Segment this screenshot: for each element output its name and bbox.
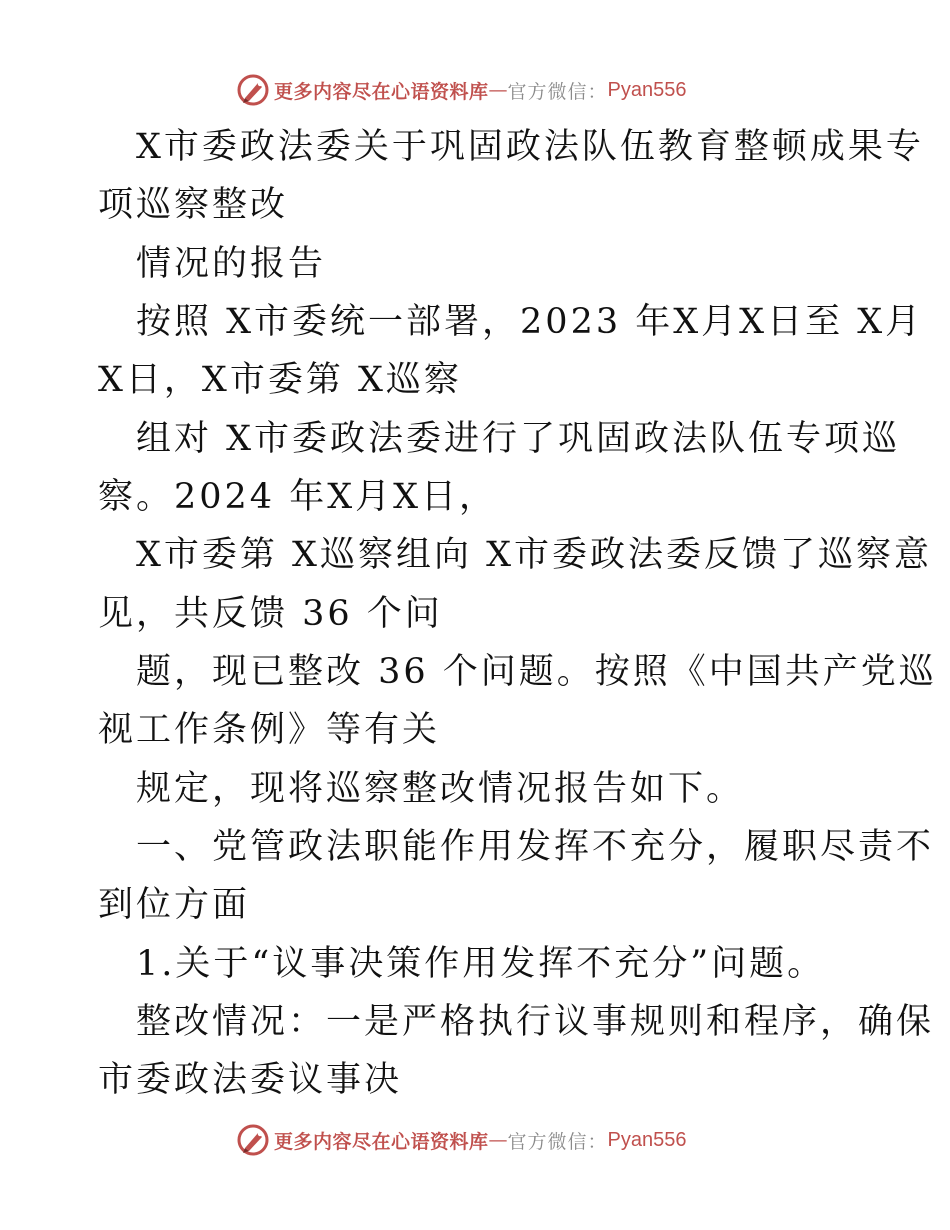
pen-logo-icon <box>236 73 270 107</box>
watermark-dash: — <box>488 79 508 101</box>
footer-watermark <box>236 1122 687 1158</box>
paragraph-line: X市委第 X巡察组向 X市委政法委反馈了巡察意 <box>136 535 933 575</box>
paragraph-line: 按照 X市委统一部署，2023 年X月X日至 X月 <box>136 302 924 342</box>
paragraph-line: 题，现已整改 36 个问题。按照《中国共产党巡 <box>136 652 937 692</box>
title-line-2: 项巡察整改 <box>98 185 289 225</box>
paragraph-line: 规定，现将巡察整改情况报告如下。 <box>136 769 745 809</box>
header-watermark <box>236 72 687 108</box>
paragraph-line: 见，共反馈 36 个问 <box>98 594 443 634</box>
watermark-label: 官方微信： <box>507 80 608 103</box>
paragraph-line: 市委政法委议事决 <box>98 1060 403 1100</box>
item-heading-line: 1.关于“议事决策作用发挥不充分”问题。 <box>136 944 826 984</box>
paragraph-line: 视工作条例》等有关 <box>98 710 441 750</box>
title-line-1: X市委政法委关于巩固政法队伍教育整顿成果专 <box>136 127 924 167</box>
watermark-dash: — <box>488 1129 508 1151</box>
watermark-wechat-id: Pyan556 <box>607 1128 687 1151</box>
title-line-3: 情况的报告 <box>136 244 327 284</box>
paragraph-line: 整改情况：一是严格执行议事规则和程序，确保 <box>136 1002 935 1042</box>
paragraph-line: 组对 X市委政法委进行了巩固政法队伍专项巡 <box>136 419 901 459</box>
watermark-site-text: 更多内容尽在心语资料库 <box>274 80 489 103</box>
watermark-wechat-id: Pyan556 <box>607 78 687 101</box>
paragraph-line: 察。2024 年X月X日， <box>98 477 498 517</box>
section-heading-line: 一、党管政法职能作用发挥不充分，履职尽责不 <box>136 827 935 867</box>
section-heading-line: 到位方面 <box>98 885 251 925</box>
paragraph-line: X日，X市委第 X巡察 <box>98 360 462 400</box>
watermark-site-text: 更多内容尽在心语资料库 <box>274 1130 489 1153</box>
pen-logo-icon <box>236 1123 270 1157</box>
watermark-label: 官方微信： <box>507 1130 608 1153</box>
